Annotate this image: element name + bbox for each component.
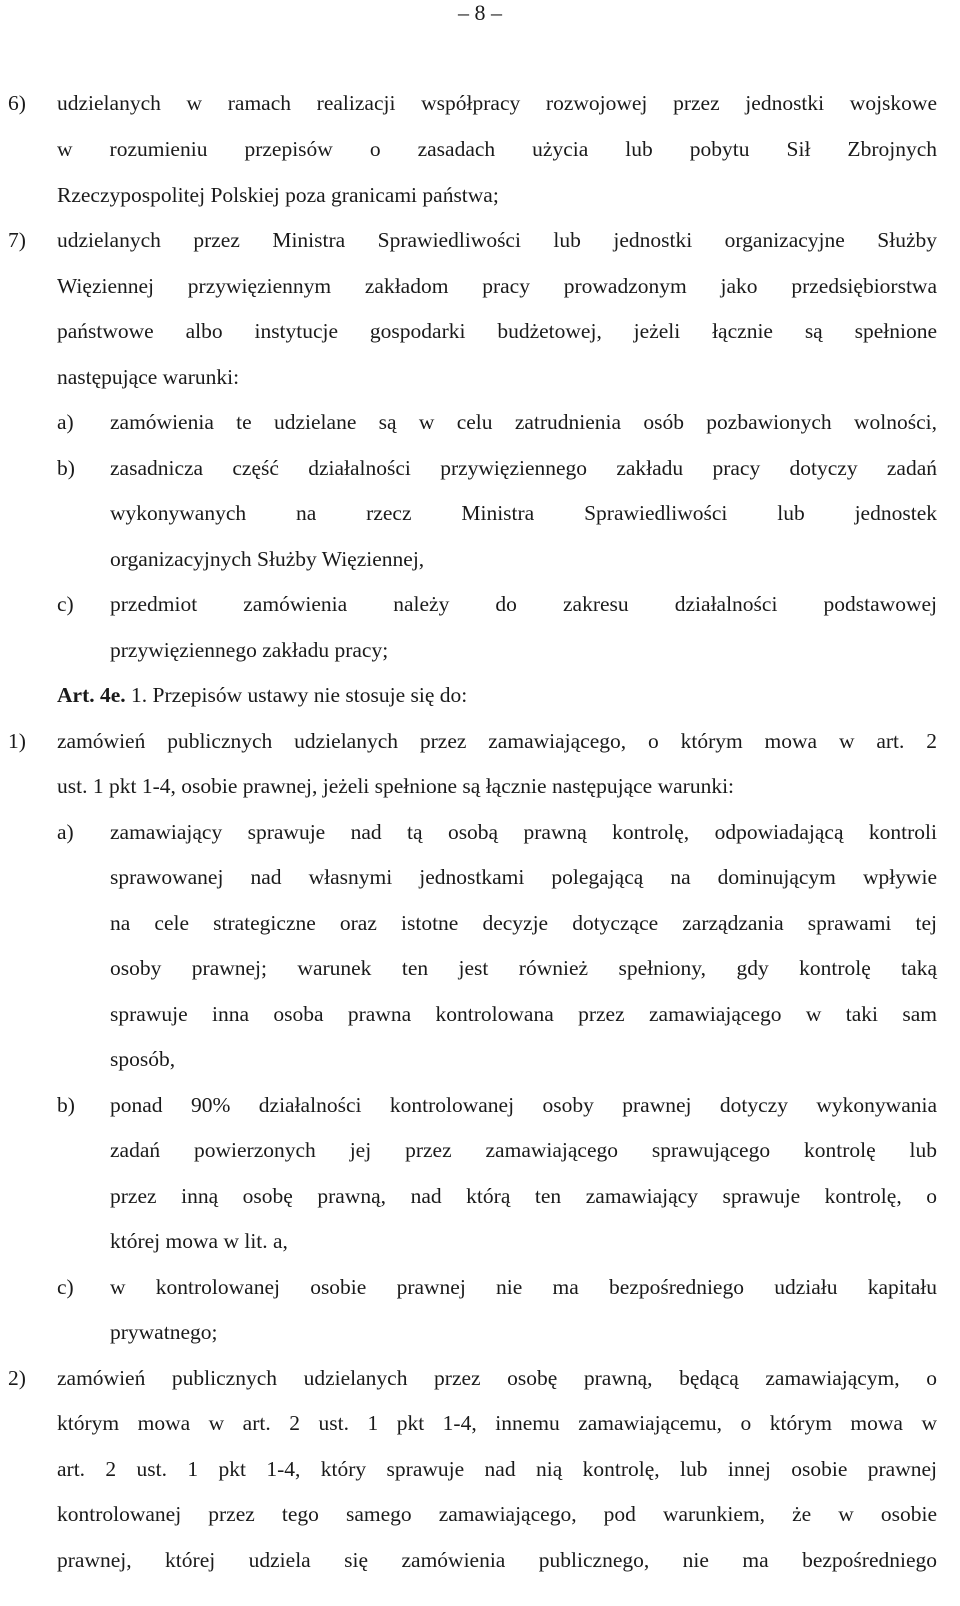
art-item-1a-label: a) xyxy=(57,820,74,844)
art-item-1a-line-1: zamawiający sprawuje nad tą osobą prawną kontrolę, odpowiadającą kontroli xyxy=(110,820,937,844)
art-item-1b-line-3: przez inną osobę prawną, nad którą ten zamawiający sprawuje kontrolę, o xyxy=(110,1184,937,1208)
item-6-label: 6) xyxy=(8,91,26,115)
item-6-line-1: udzielanych w ramach realizacji współpracy rozwojowej przez jednostki wojskowe xyxy=(57,91,937,115)
item-7b-line-2: wykonywanych na rzecz Ministra Sprawiedliwości lub jednostek xyxy=(110,501,937,525)
art-item-1a-line-6: sposób, xyxy=(110,1047,176,1071)
art-item-1c-line-2: prywatnego; xyxy=(110,1320,218,1344)
art-item-1a-line-2: sprawowanej nad własnymi jednostkami polegającą na dominującym wpływie xyxy=(110,865,937,889)
art-item-2-line-1: zamówień publicznych udzielanych przez osobę prawną, będącą zamawiającym, o xyxy=(57,1366,937,1390)
art-item-1c-label: c) xyxy=(57,1275,74,1299)
art-item-1a-line-5: sprawuje inna osoba prawna kontrolowana przez zamawiającego w taki sam xyxy=(110,1002,937,1026)
item-7-line-4: następujące warunki: xyxy=(57,365,240,389)
item-6-line-3: Rzeczypospolitej Polskiej poza granicami państwa; xyxy=(57,183,499,207)
item-6-line-2: w rozumieniu przepisów o zasadach użycia lub pobytu Sił Zbrojnych xyxy=(57,137,937,161)
item-7-line-1: udzielanych przez Ministra Sprawiedliwości lub jednostki organizacyjne Służby xyxy=(57,228,937,252)
art-item-2-label: 2) xyxy=(8,1366,26,1390)
item-7b-label: b) xyxy=(57,456,75,480)
art-item-1b-line-2: zadań powierzonych jej przez zamawiającego sprawującego kontrolę lub xyxy=(110,1138,937,1162)
art-item-2-line-3: art. 2 ust. 1 pkt 1-4, który sprawuje nad nią kontrolę, lub innej osobie prawnej xyxy=(57,1457,937,1481)
art-item-2-line-2: którym mowa w art. 2 ust. 1 pkt 1-4, innemu zamawiającemu, o którym mowa w xyxy=(57,1411,937,1435)
item-7-label: 7) xyxy=(8,228,26,252)
art-item-1-line-2: ust. 1 pkt 1-4, osobie prawnej, jeżeli spełnione są łącznie następujące warunki: xyxy=(57,774,735,798)
page-number: – 8 – xyxy=(458,0,502,25)
art-item-1a-line-3: na cele strategiczne oraz istotne decyzje dotyczące zarządzania sprawami tej xyxy=(110,911,937,935)
item-7-line-3: państwowe albo instytucje gospodarki budżetowej, jeżeli łącznie są spełnione xyxy=(57,319,937,343)
item-7c-label: c) xyxy=(57,592,74,616)
item-7a-label: a) xyxy=(57,410,74,434)
item-7b-line-1: zasadnicza część działalności przywięziennego zakładu pracy dotyczy zadań xyxy=(110,456,937,480)
art-item-2-line-5: prawnej, której udziela się zamówienia publicznego, nie ma bezpośredniego xyxy=(57,1548,937,1572)
item-7a-line-1: zamówienia te udzielane są w celu zatrudnienia osób pozbawionych wolności, xyxy=(110,410,937,434)
art-item-1c-line-1: w kontrolowanej osobie prawnej nie ma bezpośredniego udziału kapitału xyxy=(110,1275,937,1299)
art-item-1b-line-1: ponad 90% działalności kontrolowanej osoby prawnej dotyczy wykonywania xyxy=(110,1093,937,1117)
article-number: Art. 4e. xyxy=(57,683,126,707)
art-item-1b-label: b) xyxy=(57,1093,75,1117)
art-item-2-line-4: kontrolowanej przez tego samego zamawiającego, pod warunkiem, że w osobie xyxy=(57,1502,937,1526)
item-7b-line-3: organizacyjnych Służby Więziennej, xyxy=(110,547,425,571)
art-item-1-line-1: zamówień publicznych udzielanych przez zamawiającego, o którym mowa w art. 2 xyxy=(57,729,937,753)
art-item-1b-line-4: której mowa w lit. a, xyxy=(110,1229,288,1253)
article-heading xyxy=(57,682,467,708)
article-text: 1. Przepisów ustawy nie stosuje się do: xyxy=(125,683,468,707)
item-7-line-2: Więziennej przywięziennym zakładom pracy prowadzonym jako przedsiębiorstwa xyxy=(57,274,937,298)
art-item-1-label: 1) xyxy=(8,729,26,753)
item-7c-line-1: przedmiot zamówienia należy do zakresu działalności podstawowej xyxy=(110,592,937,616)
art-item-1a-line-4: osoby prawnej; warunek ten jest również spełniony, gdy kontrolę taką xyxy=(110,956,937,980)
item-7c-line-2: przywięziennego zakładu pracy; xyxy=(110,638,389,662)
